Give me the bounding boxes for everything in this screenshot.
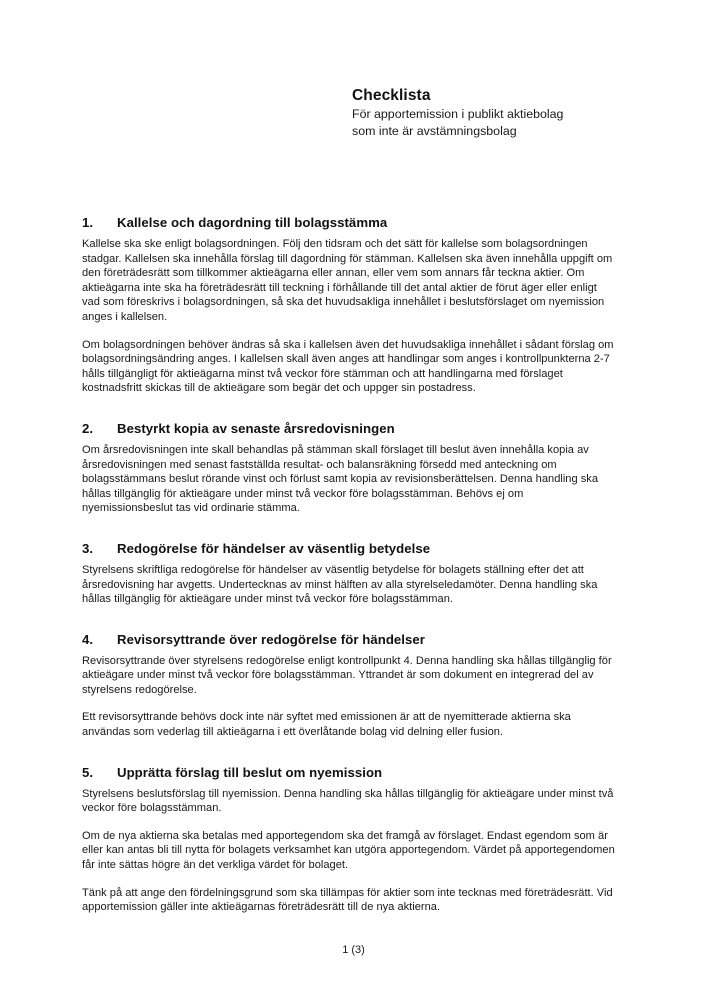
- section-heading-5: [82, 764, 617, 781]
- checklist-section-3: [82, 540, 617, 607]
- document-subtitle-line-1: För apportemission i publikt aktiebolag: [352, 107, 564, 121]
- section-number-2: 2.: [82, 420, 94, 436]
- document-body: [82, 214, 617, 915]
- section-1-paragraph-1: Kallelse ska ske enligt bolagsordningen. Följ den tidsram och det sätt för kallelse som bolagsordningen stadgar. Kallelsen ska innehålla förslag till dagordning för stämman. Kallelsen ska även innehålla uppgift om den företrädesrätt som tillkommer aktieägarna eller annan, eller vem som annars får teckna aktier. Om aktieägarna inte ska ha företrädesrätt till teckning i förhållande till det antal aktier de förut äger eller enligt vad som föreskrivs i bolagsordningen, så ska det huvudsakliga innehållet i beslutsförslaget om nyemission anges i kallelsen.: [82, 238, 613, 323]
- section-title-3: Redogörelse för händelser av väsentlig betydelse: [117, 540, 431, 556]
- section-title-4: Revisorsyttrande över redogörelse för händelser: [117, 631, 425, 647]
- page-number-indicator: 1 (3): [342, 944, 365, 956]
- page-footer: [0, 943, 707, 957]
- checklist-section-1: [82, 214, 617, 396]
- section-3-paragraph-1: Styrelsens skriftliga redogörelse för händelser av väsentlig betydelse för bolagets ställning efter det att årsredovisning har avgetts. Undertecknas av minst hälften av alla styrelseledamöter. Denna handling ska hållas tillgänglig för aktieägare under minst två veckor före bolagsstämman.: [82, 563, 598, 606]
- section-number-1: 1.: [82, 215, 94, 230]
- checklist-section-4: [82, 631, 617, 740]
- section-4-paragraph-2: Ett revisorsyttrande behövs dock inte när syftet med emissionen är att de nyemitterade aktierna ska användas som vederlag till aktieägarna i ett överlåtande bolag vid delning eller fusion.: [82, 711, 571, 739]
- document-subtitle-line-2: som inte är avstämningsbolag: [352, 124, 517, 138]
- section-heading-1: [82, 214, 617, 231]
- section-title-5: Upprätta förslag till beslut om nyemission: [117, 764, 383, 780]
- section-1-paragraph-2: Om bolagsordningen behöver ändras så ska i kallelsen även det huvudsakliga innehållet i sådant förslag om bolagsordningsändring anges. I kallelsen skall även anges att handlingar som anges i kontrollpunkterna 2-7 hålls tillgängligt för aktieägarna minst två veckor före stämman och att handlingarna med förslaget kostnadsfritt skickas till de aktieägare som begär det och uppger sin postadress.: [82, 338, 614, 395]
- section-title-1: Kallelse och dagordning till bolagsstämma: [117, 215, 388, 230]
- section-number-5: 5.: [82, 764, 94, 780]
- section-5-paragraph-3: Tänk på att ange den fördelningsgrund som ska tillämpas för aktier som inte tecknas med företrädesrätt. Vid apportemission gäller inte aktieägarnas företrädesrätt till de nya aktierna.: [82, 886, 613, 914]
- section-heading-3: [82, 540, 617, 557]
- section-heading-2: [82, 420, 617, 437]
- section-2-paragraph-1: Om årsredovisningen inte skall behandlas på stämman skall förslaget till beslut även innehålla kopia av årsredovisningen med senast fastställda resultat- och balansräkning försedd med anteckning om bolagsstämmans beslut rörande vinst och förlust samt kopia av revisionsberättelsen. Denna handling ska hållas tillgänglig för aktieägare under minst två veckor före bolagsstämman. Behövs ej om nyemissionsbeslut tas vid ordinarie stämma.: [82, 443, 599, 515]
- section-number-4: 4.: [82, 631, 94, 647]
- checklist-section-5: [82, 764, 617, 915]
- document-header: [352, 86, 652, 140]
- checklist-section-2: [82, 420, 617, 516]
- section-heading-4: [82, 631, 617, 648]
- section-5-paragraph-2: Om de nya aktierna ska betalas med apportegendom ska det framgå av förslaget. Endast egendom som är eller kan antas bli till nytta för bolagets verksamhet kan utgöra apportegendom. Värdet på apportegendomen får inte sättas högre än det verkliga värdet för bolaget.: [82, 829, 615, 872]
- section-title-2: Bestyrkt kopia av senaste årsredovisningen: [117, 420, 395, 436]
- section-number-3: 3.: [82, 540, 94, 556]
- document-title: Checklista: [352, 87, 431, 104]
- section-4-paragraph-1: Revisorsyttrande över styrelsens redogörelse enligt kontrollpunkt 4. Denna handling ska hållas tillgänglig för aktieägare under minst två veckor före bolagsstämman. Yttrandet är som dokument en integrerad del av styrelsens redogörelse.: [82, 654, 612, 696]
- section-5-paragraph-1: Styrelsens beslutsförslag till nyemission. Denna handling ska hållas tillgänglig för aktieägare under minst två veckor före bolagsstämman.: [82, 787, 614, 815]
